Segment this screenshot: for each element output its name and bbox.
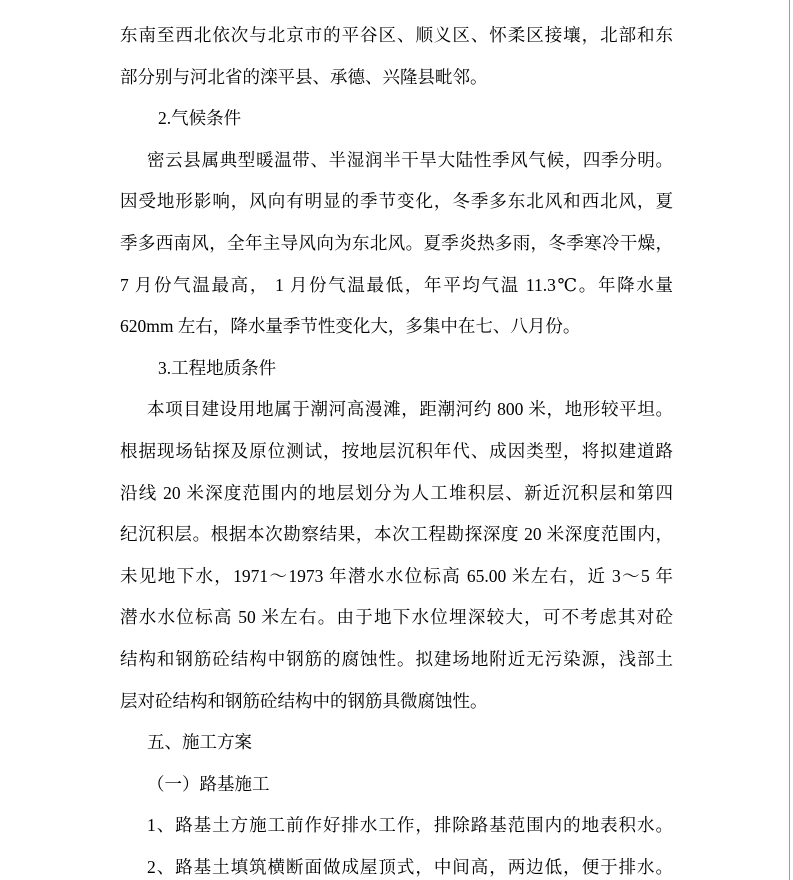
chapter-heading-construction-plan: 五、施工方案 (147, 732, 252, 753)
section-heading-climate: 2.气候条件 (158, 108, 242, 129)
body-text-line: 本项目建设用地属于潮河高漫滩，距潮河约 800 米，地形较平坦。 (147, 399, 673, 420)
list-item: 2、路基土填筑横断面做成屋顶式，中间高，两边低，便于排水。 (147, 856, 673, 877)
page-edge-line (789, 0, 790, 880)
body-text-line: 纪沉积层。根据本次勘察结果，本次工程勘探深度 20 米深度范围内， (120, 524, 673, 545)
body-text-line: 根据现场钻探及原位测试，按地层沉积年代、成因类型，将拟建道路 (120, 440, 673, 461)
body-text-line: 7 月份气温最高， 1 月份气温最低，年平均气温 11.3℃。年降水量 (120, 274, 673, 295)
body-text-line: 层对砼结构和钢筋砼结构中的钢筋具微腐蚀性。 (120, 690, 488, 711)
document-body (120, 23, 673, 879)
body-text-line: 沿线 20 米深度范围内的地层划分为人工堆积层、新近沉积层和第四 (120, 482, 673, 503)
body-text-line: 部分别与河北省的滦平县、承德、兴隆县毗邻。 (120, 66, 488, 87)
body-text-line: 季多西南风，全年主导风向为东北风。夏季炎热多雨，冬季寒冷干燥， (120, 232, 673, 253)
list-item: 1、路基土方施工前作好排水工作，排除路基范围内的地表积水。 (147, 815, 673, 836)
body-text-line: 因受地形影响，风向有明显的季节变化，冬季多东北风和西北风，夏 (120, 191, 673, 212)
body-text-line: 潜水水位标高 50 米左右。由于地下水位埋深较大，可不考虑其对砼 (120, 607, 673, 628)
section-heading-geology: 3.工程地质条件 (158, 357, 277, 378)
body-text-line: 密云县属典型暖温带、半湿润半干旱大陆性季风气候，四季分明。 (147, 149, 673, 170)
body-text-line: 结构和钢筋砼结构中钢筋的腐蚀性。拟建场地附近无污染源，浅部土 (120, 648, 673, 669)
body-text-line: 620mm 左右，降水量季节性变化大，多集中在七、八月份。 (120, 316, 581, 337)
body-text-line: 东南至西北依次与北京市的平谷区、顺义区、怀柔区接壤，北部和东 (120, 25, 673, 45)
body-text-line: 未见地下水，1971～1973 年潜水水位标高 65.00 米左右，近 3～5 年 (120, 565, 673, 586)
subsection-heading-roadbed: （一）路基施工 (147, 773, 270, 794)
